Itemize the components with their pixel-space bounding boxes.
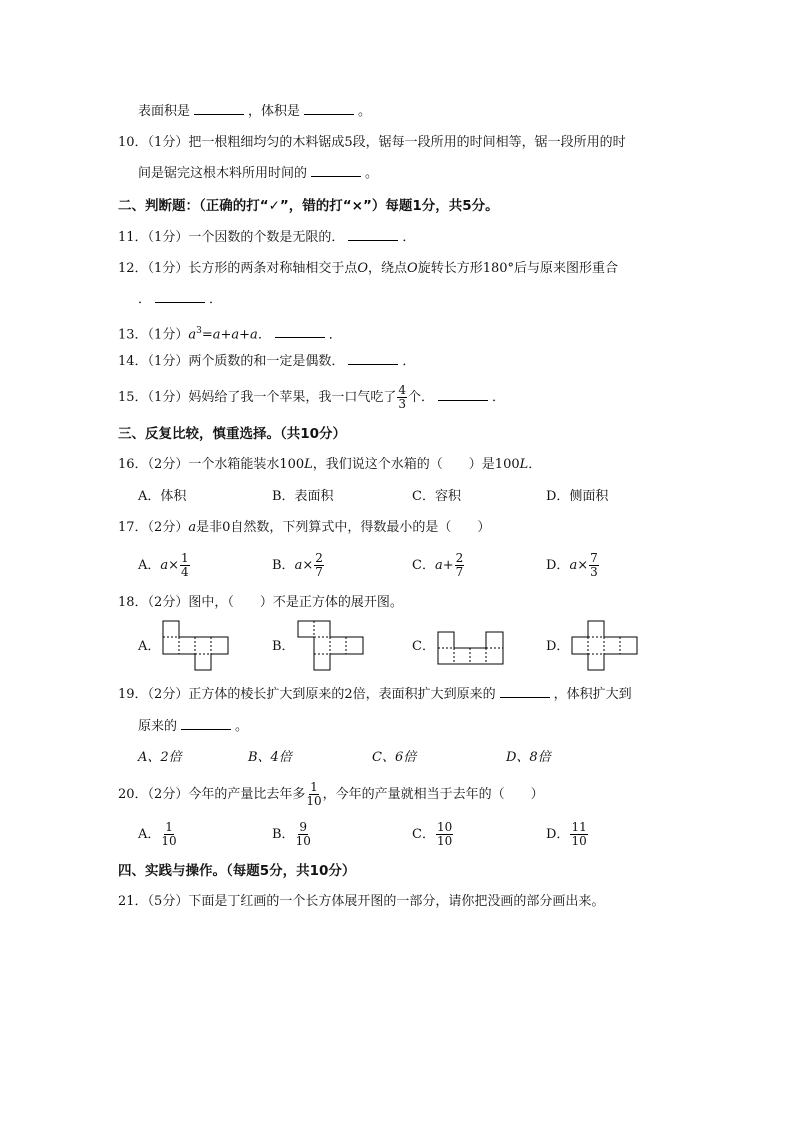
- q20-option-b[interactable]: [272, 818, 312, 852]
- q19-end: 。: [235, 719, 249, 734]
- q16-unit-2: L: [519, 457, 529, 472]
- q16-text-2: ，我们说这个水箱的（ ）是100: [312, 457, 520, 472]
- q12-end: ．: [209, 292, 223, 307]
- q16-score: （2分）: [147, 457, 189, 472]
- q17-option-d-expr: a×: [569, 558, 589, 573]
- q18: [0, 590, 794, 616]
- q17-option-c-fraction: [455, 552, 465, 579]
- q20-option-c-fraction: [436, 821, 453, 848]
- q17-option-d-fraction: [589, 552, 599, 579]
- q12-text-1b: ，绕点: [368, 261, 408, 276]
- q13-number: 13．: [118, 327, 148, 343]
- q16: [0, 452, 794, 478]
- q20-option-c-label: C．: [412, 827, 435, 842]
- q20-option-b-num: 9: [299, 820, 308, 834]
- q11: [0, 225, 794, 251]
- q20-option-b-fraction: [296, 821, 311, 848]
- q20-option-d[interactable]: [546, 818, 589, 852]
- section-2-title: 二、判断题：（正确的打“✓”，错的打“×”）每题1分，共5分。: [118, 198, 499, 214]
- q20-option-d-label: D．: [546, 827, 570, 842]
- q20-option-c-den: 10: [436, 834, 453, 848]
- q12-blank[interactable]: [155, 290, 205, 303]
- q13-text: =a+a+a．: [201, 327, 271, 343]
- q20-fraction: [306, 781, 321, 808]
- q9-label-b: ，体积是: [248, 104, 301, 119]
- q16-option-a[interactable]: A．体积: [138, 489, 187, 504]
- q15: [0, 384, 794, 410]
- section-3-title: 三、反复比较，慎重选择。（共10分）: [118, 426, 347, 442]
- q10-text-1: 把一根粗细均匀的木料锯成5段，锯每一段所用的时间相等，锯一段所用的时: [188, 135, 626, 150]
- q13-variable: a: [188, 327, 197, 343]
- q12: [0, 256, 794, 282]
- q14-blank[interactable]: [348, 352, 398, 365]
- q12-text-2: ．: [138, 292, 152, 307]
- q11-score: （1分）: [147, 230, 189, 245]
- q21-score: （5分）: [147, 894, 189, 909]
- q20-number: 20．: [118, 787, 148, 802]
- q17-option-b-fraction: [314, 552, 324, 579]
- q16-number: 16．: [118, 457, 148, 472]
- q18-option-b-label[interactable]: B．: [272, 639, 295, 654]
- q17-option-b-num: 2: [315, 551, 323, 565]
- q17-option-a-expr: a×: [160, 558, 180, 573]
- q17-option-d-label: D．: [546, 558, 570, 573]
- q10-line2: [0, 161, 794, 187]
- q12-text-1c: 旋转长方形180°后与原来图形重合: [417, 261, 619, 276]
- q14-score: （1分）: [147, 354, 189, 369]
- q18-option-c-label[interactable]: C．: [412, 639, 435, 654]
- section-3-heading: [0, 421, 794, 447]
- q20-options: [0, 818, 794, 852]
- q16-option-c[interactable]: C．容积: [412, 489, 461, 504]
- q13-score: （1分）: [147, 327, 189, 343]
- q17-option-b-expr: a×: [294, 558, 314, 573]
- q21-number: 21．: [118, 894, 148, 909]
- section-4-heading: [0, 858, 794, 884]
- q14-number: 14．: [118, 354, 148, 369]
- q11-end: ．: [402, 230, 416, 245]
- q20-option-a[interactable]: [138, 818, 178, 852]
- q9-blank-2[interactable]: [304, 102, 354, 115]
- q17-text: 是非0自然数，下列算式中，得数最小的是（ ）: [196, 520, 491, 535]
- q20-option-c[interactable]: [412, 818, 454, 852]
- q20-option-c-num: 10: [436, 820, 453, 834]
- q19-line2: [0, 714, 794, 740]
- q10-score: （1分）: [147, 135, 189, 150]
- q15-fraction: [397, 384, 407, 411]
- q20-option-d-den: 10: [571, 834, 587, 848]
- q18-options: [0, 620, 794, 675]
- q15-end: ．: [492, 390, 506, 405]
- q20-option-a-label: A．: [138, 827, 161, 842]
- q20-option-b-den: 10: [295, 834, 311, 848]
- q19: [0, 682, 794, 708]
- q17-option-a-fraction: [180, 552, 190, 579]
- q9-blank-1[interactable]: [194, 102, 244, 115]
- q18-text: 图中，（ ）不是正方体的展开图。: [188, 595, 403, 610]
- q11-text: 一个因数的个数是无限的．: [188, 230, 345, 245]
- q17-option-c-label: C．: [412, 558, 435, 573]
- q12-point-o-1: O: [357, 261, 369, 276]
- q9-label-c: 。: [358, 104, 372, 119]
- q14-text: 两个质数的和一定是偶数．: [188, 354, 345, 369]
- q18-option-a-label[interactable]: A．: [138, 639, 161, 654]
- q17-option-a[interactable]: [138, 550, 191, 582]
- q20-option-a-num: 1: [165, 820, 173, 834]
- q10-blank[interactable]: [311, 164, 361, 177]
- q11-number: 11．: [118, 230, 148, 245]
- q18-net-c[interactable]: [437, 620, 507, 672]
- q17-option-d-den: 3: [590, 565, 598, 579]
- q17-option-d[interactable]: [546, 550, 600, 582]
- q18-option-d-label[interactable]: D．: [546, 639, 570, 654]
- q14: [0, 349, 794, 375]
- q10: [0, 130, 794, 156]
- q10-end: 。: [365, 166, 379, 181]
- q16-text: 一个水箱能装水100: [188, 457, 305, 472]
- q15-denominator: 3: [398, 397, 406, 411]
- section-2-heading: [0, 193, 794, 219]
- q17-option-a-den: 4: [181, 565, 189, 579]
- q15-text: 妈妈给了我一个苹果，我一口气吃了: [188, 390, 397, 405]
- q15-score: （1分）: [147, 390, 189, 405]
- q18-score: （2分）: [147, 595, 189, 610]
- q13-exponent: 3: [196, 326, 202, 336]
- q18-net-d[interactable]: [571, 620, 641, 672]
- q20: [0, 780, 794, 810]
- q20-score: （2分）: [147, 787, 189, 802]
- q19-text-1: 正方体的棱长扩大到原来的2倍，表面积扩大到原来的: [188, 687, 496, 702]
- q14-end: ．: [402, 354, 416, 369]
- q15-numerator: 4: [398, 383, 406, 397]
- q11-blank[interactable]: [348, 228, 398, 241]
- q17-option-d-num: 7: [590, 551, 598, 565]
- q20-option-b-label: B．: [272, 827, 295, 842]
- q20-denominator: 10: [306, 794, 322, 808]
- q17: [0, 515, 794, 541]
- q17-option-c[interactable]: [412, 550, 465, 582]
- q17-option-c-num: 2: [455, 551, 464, 565]
- q17-score: （2分）: [147, 520, 189, 535]
- q12-score: （1分）: [147, 261, 189, 276]
- q19-option-a[interactable]: A、2倍: [138, 750, 182, 765]
- q15-text-2: 个．: [407, 390, 434, 405]
- q19-score: （2分）: [147, 687, 189, 702]
- q19-blank-2[interactable]: [181, 717, 231, 730]
- q16-unit-1: L: [304, 457, 313, 472]
- q17-option-c-expr: a+: [434, 558, 454, 573]
- q16-option-b[interactable]: B．表面积: [272, 489, 334, 504]
- q17-number: 17．: [118, 520, 148, 535]
- q18-number: 18．: [118, 595, 148, 610]
- q17-option-c-den: 7: [455, 565, 464, 579]
- q13-blank[interactable]: [275, 325, 325, 338]
- q20-option-a-den: 10: [161, 834, 177, 848]
- q19-text-2: 原来的: [138, 719, 178, 734]
- section-4-title: 四、实践与操作。（每题5分，共10分）: [118, 863, 356, 879]
- q12-point-o-2: O: [407, 261, 418, 276]
- q19-text-1b: ，体积扩大到: [553, 687, 632, 702]
- q19-option-b[interactable]: B、4倍: [248, 750, 292, 765]
- q10-text-2: 间是锯完这根木料所用时间的: [138, 166, 308, 181]
- q15-blank[interactable]: [438, 388, 488, 401]
- q18-net-a[interactable]: [162, 620, 232, 672]
- q20-option-d-num: 11: [571, 820, 587, 834]
- q17-option-b[interactable]: [272, 550, 325, 582]
- q19-number: 19．: [118, 687, 148, 702]
- q12-line2: [0, 287, 794, 313]
- q17-variable: a: [188, 520, 197, 535]
- q16-options: [0, 484, 794, 510]
- q20-text-2: ，今年的产量就相当于去年的（ ）: [322, 787, 544, 802]
- q17-option-a-label: A．: [138, 558, 161, 573]
- q13-end: ．: [328, 327, 342, 343]
- q10-number: 10．: [118, 135, 148, 150]
- q9-label-a: 表面积是: [138, 104, 191, 119]
- q13: [0, 318, 794, 344]
- q17-option-b-label: B．: [272, 558, 295, 573]
- q21-text: 下面是丁红画的一个长方体展开图的一部分，请你把没画的部分画出来。: [188, 894, 605, 909]
- q19-option-c[interactable]: C、6倍: [372, 750, 417, 765]
- q17-option-b-den: 7: [315, 565, 323, 579]
- q20-text: 今年的产量比去年多: [188, 787, 306, 802]
- q21: [0, 889, 794, 915]
- q16-end: ．: [528, 457, 542, 472]
- q19-options: [0, 745, 794, 771]
- q15-number: 15．: [118, 390, 148, 405]
- q12-text-1: 长方形的两条对称轴相交于点: [188, 261, 358, 276]
- q18-net-b[interactable]: [297, 620, 367, 672]
- q19-option-d[interactable]: D、8倍: [506, 750, 551, 765]
- q20-option-a-fraction: [161, 821, 176, 848]
- q12-number: 12．: [118, 261, 148, 276]
- q19-blank-1[interactable]: [500, 685, 550, 698]
- q20-numerator: 1: [310, 780, 318, 794]
- q9-surface-volume-line: [0, 99, 794, 125]
- q17-option-a-num: 1: [181, 551, 189, 565]
- q16-option-d[interactable]: D．侧面积: [546, 489, 609, 504]
- q20-option-d-fraction: [570, 821, 587, 848]
- q17-options: [0, 550, 794, 582]
